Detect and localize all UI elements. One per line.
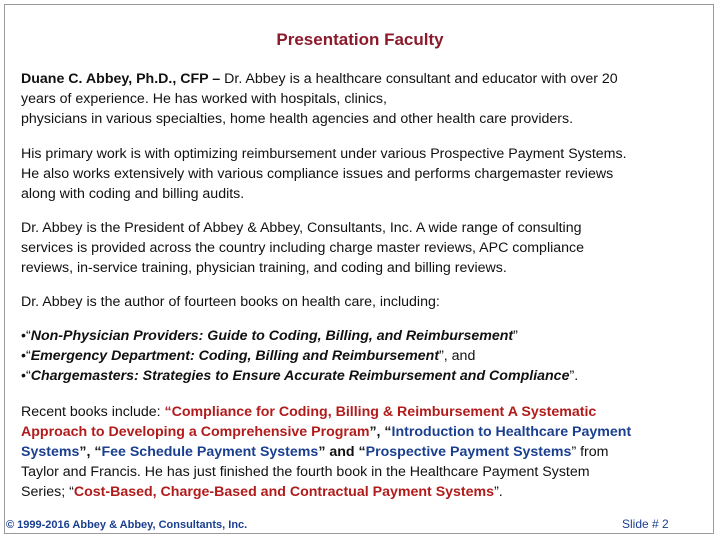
bio-paragraph-2 — [21, 144, 706, 204]
bio-line: years of experience. He has worked with hospitals, clinics, — [21, 91, 387, 107]
bio-line: Taylor and Francis. He has just finished the fourth book in the Healthcare Payment System — [21, 464, 590, 480]
recent-book-title: Introduction to Healthcare Payment — [391, 424, 632, 440]
recent-book-title: Approach to Developing a Comprehensive Program — [21, 424, 370, 440]
bio-line: reviews, in-service training, physician training, and coding and billing reviews. — [21, 260, 507, 276]
book-title: Non-Physician Providers: Guide to Coding, Billing, and Reimbursement — [30, 328, 514, 344]
bio-paragraph-4: Dr. Abbey is the author of fourteen books on health care, including: — [21, 294, 440, 310]
book-list-item: •“Chargemasters: Strategies to Ensure Accurate Reimbursement and Compliance”. — [21, 368, 579, 384]
recent-book-title: Prospective Payment Systems — [365, 444, 572, 460]
bio-line: His primary work is with optimizing reimbursement under various Prospective Payment Systems. — [21, 146, 627, 162]
slide-title: Presentation Faculty — [276, 30, 444, 49]
bio-line: He also works extensively with various compliance issues and performs chargemaster reviews — [21, 166, 614, 182]
book-title: Chargemasters: Strategies to Ensure Accurate Reimbursement and Compliance — [30, 368, 570, 384]
bio-paragraph-3 — [21, 218, 706, 278]
recent-book-title: Fee Schedule Payment Systems — [101, 444, 319, 460]
slide-number: Slide # 2 — [622, 517, 669, 531]
bio-line: services is provided across the country including charge master reviews, APC compliance — [21, 240, 585, 256]
bio-line: along with coding and billing audits. — [21, 186, 245, 202]
copyright-footer: © 1999-2016 Abbey & Abbey, Consultants, Inc. — [6, 519, 248, 531]
bio-paragraph-1 — [21, 69, 706, 129]
book-title: Emergency Department: Coding, Billing and Reimbursement — [30, 348, 440, 364]
book-list-item: •“Emergency Department: Coding, Billing and Reimbursement”, and — [21, 348, 476, 364]
name-separator: – — [208, 71, 225, 87]
bio-line: Dr. Abbey is the President of Abbey & Abbey, Consultants, Inc. A wide range of consulting — [21, 220, 582, 236]
presenter-name: Duane C. Abbey, Ph.D., CFP — [21, 71, 209, 87]
recent-books-paragraph: Recent books include: “Compliance for Coding, Billing & Reimbursement A Systematic Approach to Developing a Comprehensive Program”, “Introduction to Healthcare Payment Systems”, “Fee Schedule Payment Systems” and “Prospective Payment Systems” from Taylor and Francis. He has just finished the fourth book in the Healthcare Payment System Series; “Cost-Based, Charge-Based and Contractual Payment Systems”. — [21, 404, 632, 500]
book-list — [21, 326, 706, 386]
bio-line: physicians in various specialties, home health agencies and other health care providers. — [21, 111, 574, 127]
recent-book-title: Compliance for Coding, Billing & Reimbursement A Systematic — [171, 404, 597, 420]
bio-line: Dr. Abbey is a healthcare consultant and educator with over 20 — [224, 71, 618, 87]
recent-book-title: Systems — [21, 444, 80, 460]
book-list-item: •“Non-Physician Providers: Guide to Coding, Billing, and Reimbursement” — [21, 328, 518, 344]
slide-body — [21, 69, 706, 502]
recent-book-title: Cost-Based, Charge-Based and Contractual Payment Systems — [73, 484, 495, 500]
